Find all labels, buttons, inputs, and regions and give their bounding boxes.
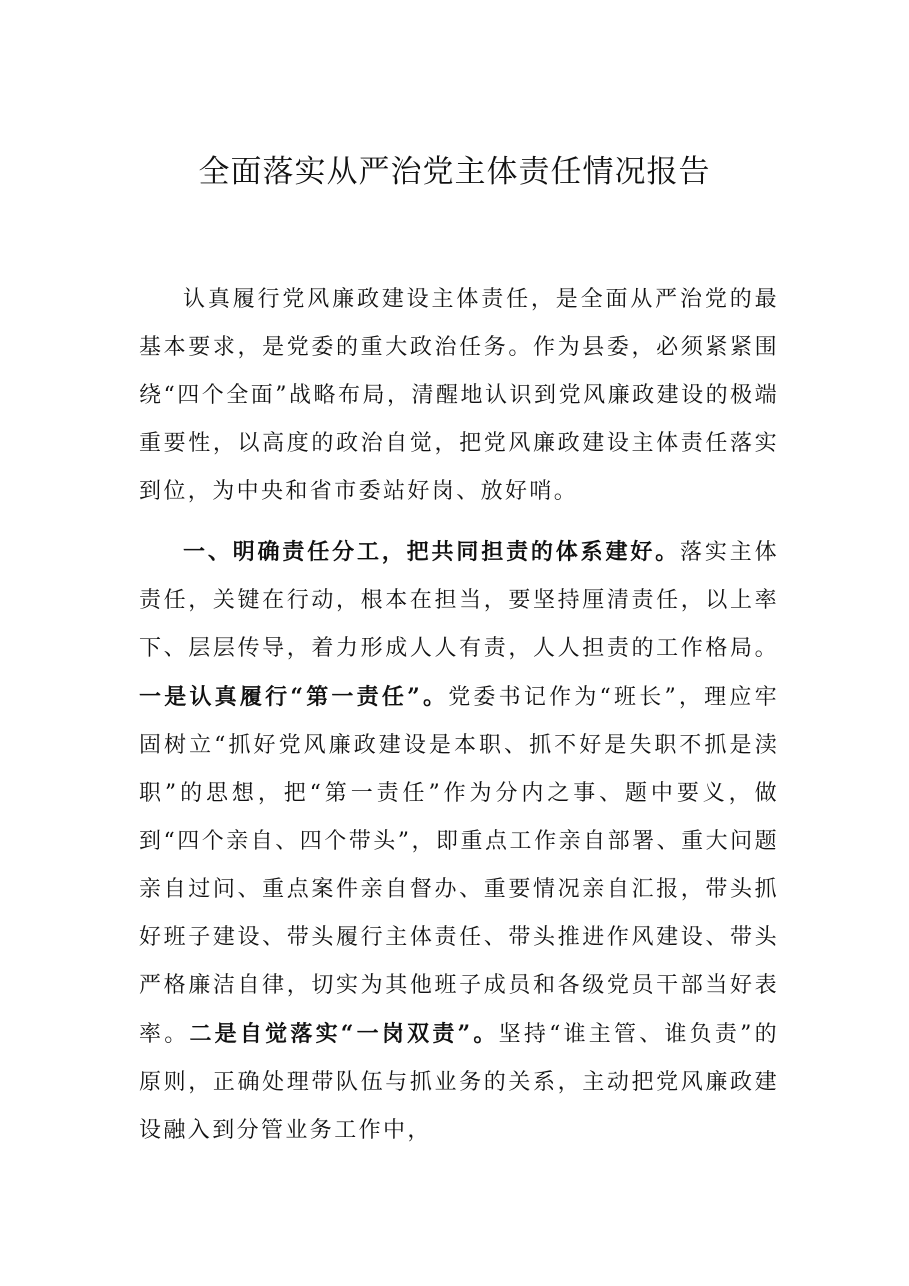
document-body — [139, 276, 779, 1155]
section-one-text: 落实主体责任，关键在行动，根本在担当，要坚持厘清责任，以上率下、层层传导，着力形成人人有责，人人担责的工作格局。 — [139, 540, 779, 661]
point-one-text: 党委书记作为“班长”，理应牢固树立“抓好党风廉政建设是本职、抓不好是失职不抓是渎职”的思想，把“第一责任”作为分内之事、题中要义，做到“四个亲自、四个带头”，即重点工作亲自部署、重大问题亲自过问、重点案件亲自督办、重要情况亲自汇报，带头抓好班子建设、带头履行主体责任、带头推进作风建设、带头严格廉洁自律，切实为其他班子成员和各级党员干部当好表率。 — [139, 685, 779, 1047]
paragraph-intro: 认真履行党风廉政建设主体责任，是全面从严治党的最基本要求，是党委的重大政治任务。作为县委，必须紧紧围绕“四个全面”战略布局，清醒地认识到党风廉政建设的极端重要性，以高度的政治自觉，把党风廉政建设主体责任落实到位，为中央和省市委站好岗、放好哨。 — [139, 287, 779, 504]
section-one-heading: 一、明确责任分工，把共同担责的体系建好。 — [183, 539, 681, 565]
document-title: 全面落实从严治党主体责任情况报告 — [198, 154, 711, 190]
point-one-heading: 一是认真履行“第一责任”。 — [139, 684, 449, 710]
point-two-heading: 二是自觉落实“一岗双责”。 — [189, 1021, 499, 1047]
paragraph-section-one — [139, 528, 779, 1155]
point-two-text: 坚持“谁主管、谁负责”的原则，正确处理带队伍与抓业务的关系，主动把党风廉政建设融入到分管业务工作中， — [139, 1022, 779, 1143]
